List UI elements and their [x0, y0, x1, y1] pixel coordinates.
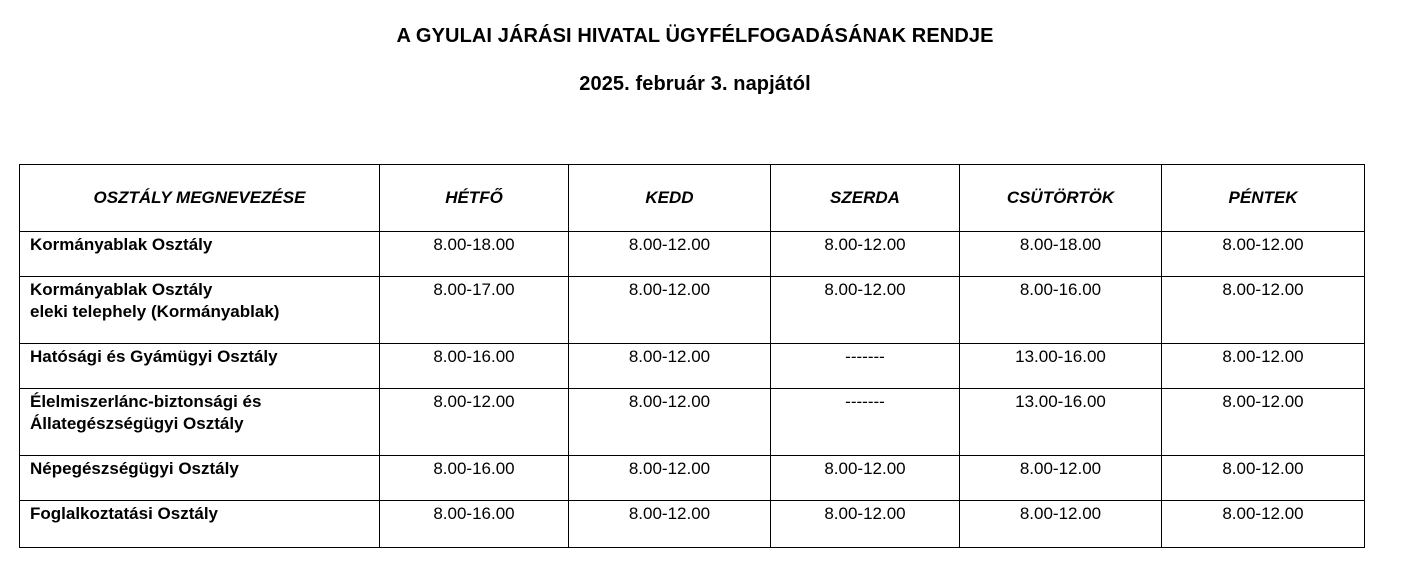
department-name: Kormányablak Osztály	[30, 280, 213, 299]
department-name-cont: Állategészségügyi Osztály	[30, 414, 244, 433]
schedule-table	[19, 164, 1365, 548]
wednesday-hours: 8.00-12.00	[771, 501, 960, 548]
thursday-hours: 13.00-16.00	[960, 344, 1162, 389]
department-cell	[20, 389, 380, 456]
table-row	[20, 389, 1365, 456]
department-name: Élelmiszerlánc-biztonsági és	[30, 392, 262, 411]
friday-hours: 8.00-12.00	[1162, 456, 1365, 501]
monday-hours: 8.00-16.00	[380, 501, 569, 548]
wednesday-hours: 8.00-12.00	[771, 456, 960, 501]
monday-hours: 8.00-18.00	[380, 232, 569, 277]
tuesday-hours: 8.00-12.00	[569, 501, 771, 548]
table-row	[20, 501, 1365, 548]
table-row	[20, 232, 1365, 277]
department-name: Hatósági és Gyámügyi Osztály	[30, 347, 278, 366]
monday-hours: 8.00-16.00	[380, 344, 569, 389]
friday-hours: 8.00-12.00	[1162, 501, 1365, 548]
friday-hours: 8.00-12.00	[1162, 232, 1365, 277]
page-subtitle: 2025. február 3. napjától	[579, 73, 811, 95]
department-cell	[20, 501, 380, 548]
monday-hours: 8.00-16.00	[380, 456, 569, 501]
friday-hours: 8.00-12.00	[1162, 277, 1365, 344]
tuesday-hours: 8.00-12.00	[569, 456, 771, 501]
table-row	[20, 344, 1365, 389]
department-name: Kormányablak Osztály	[30, 235, 213, 254]
thursday-hours: 8.00-12.00	[960, 501, 1162, 548]
table-row	[20, 456, 1365, 501]
tuesday-hours: 8.00-12.00	[569, 344, 771, 389]
department-name: Népegészségügyi Osztály	[30, 459, 239, 478]
wednesday-hours: 8.00-12.00	[771, 277, 960, 344]
department-cell	[20, 232, 380, 277]
wednesday-hours: -------	[771, 344, 960, 389]
tuesday-hours: 8.00-12.00	[569, 277, 771, 344]
table-header-row	[20, 165, 1365, 232]
department-cell	[20, 277, 380, 344]
friday-hours: 8.00-12.00	[1162, 389, 1365, 456]
monday-hours: 8.00-17.00	[380, 277, 569, 344]
department-location: eleki telephely (Kormányablak)	[30, 302, 280, 321]
wednesday-hours: -------	[771, 389, 960, 456]
tuesday-hours: 8.00-12.00	[569, 389, 771, 456]
header-thursday: CSÜTÖRTÖK	[960, 165, 1162, 232]
thursday-hours: 8.00-12.00	[960, 456, 1162, 501]
department-cell	[20, 344, 380, 389]
header-friday: PÉNTEK	[1162, 165, 1365, 232]
header-wednesday: SZERDA	[771, 165, 960, 232]
header-department: OSZTÁLY MEGNEVEZÉSE	[20, 165, 380, 232]
tuesday-hours: 8.00-12.00	[569, 232, 771, 277]
header-tuesday: KEDD	[569, 165, 771, 232]
page-title: A GYULAI JÁRÁSI HIVATAL ÜGYFÉLFOGADÁSÁNAK RENDJE	[396, 25, 994, 47]
department-name: Foglalkoztatási Osztály	[30, 504, 218, 523]
friday-hours: 8.00-12.00	[1162, 344, 1365, 389]
department-cell	[20, 456, 380, 501]
header-monday: HÉTFŐ	[380, 165, 569, 232]
thursday-hours: 13.00-16.00	[960, 389, 1162, 456]
wednesday-hours: 8.00-12.00	[771, 232, 960, 277]
table-row	[20, 277, 1365, 344]
thursday-hours: 8.00-16.00	[960, 277, 1162, 344]
thursday-hours: 8.00-18.00	[960, 232, 1162, 277]
monday-hours: 8.00-12.00	[380, 389, 569, 456]
